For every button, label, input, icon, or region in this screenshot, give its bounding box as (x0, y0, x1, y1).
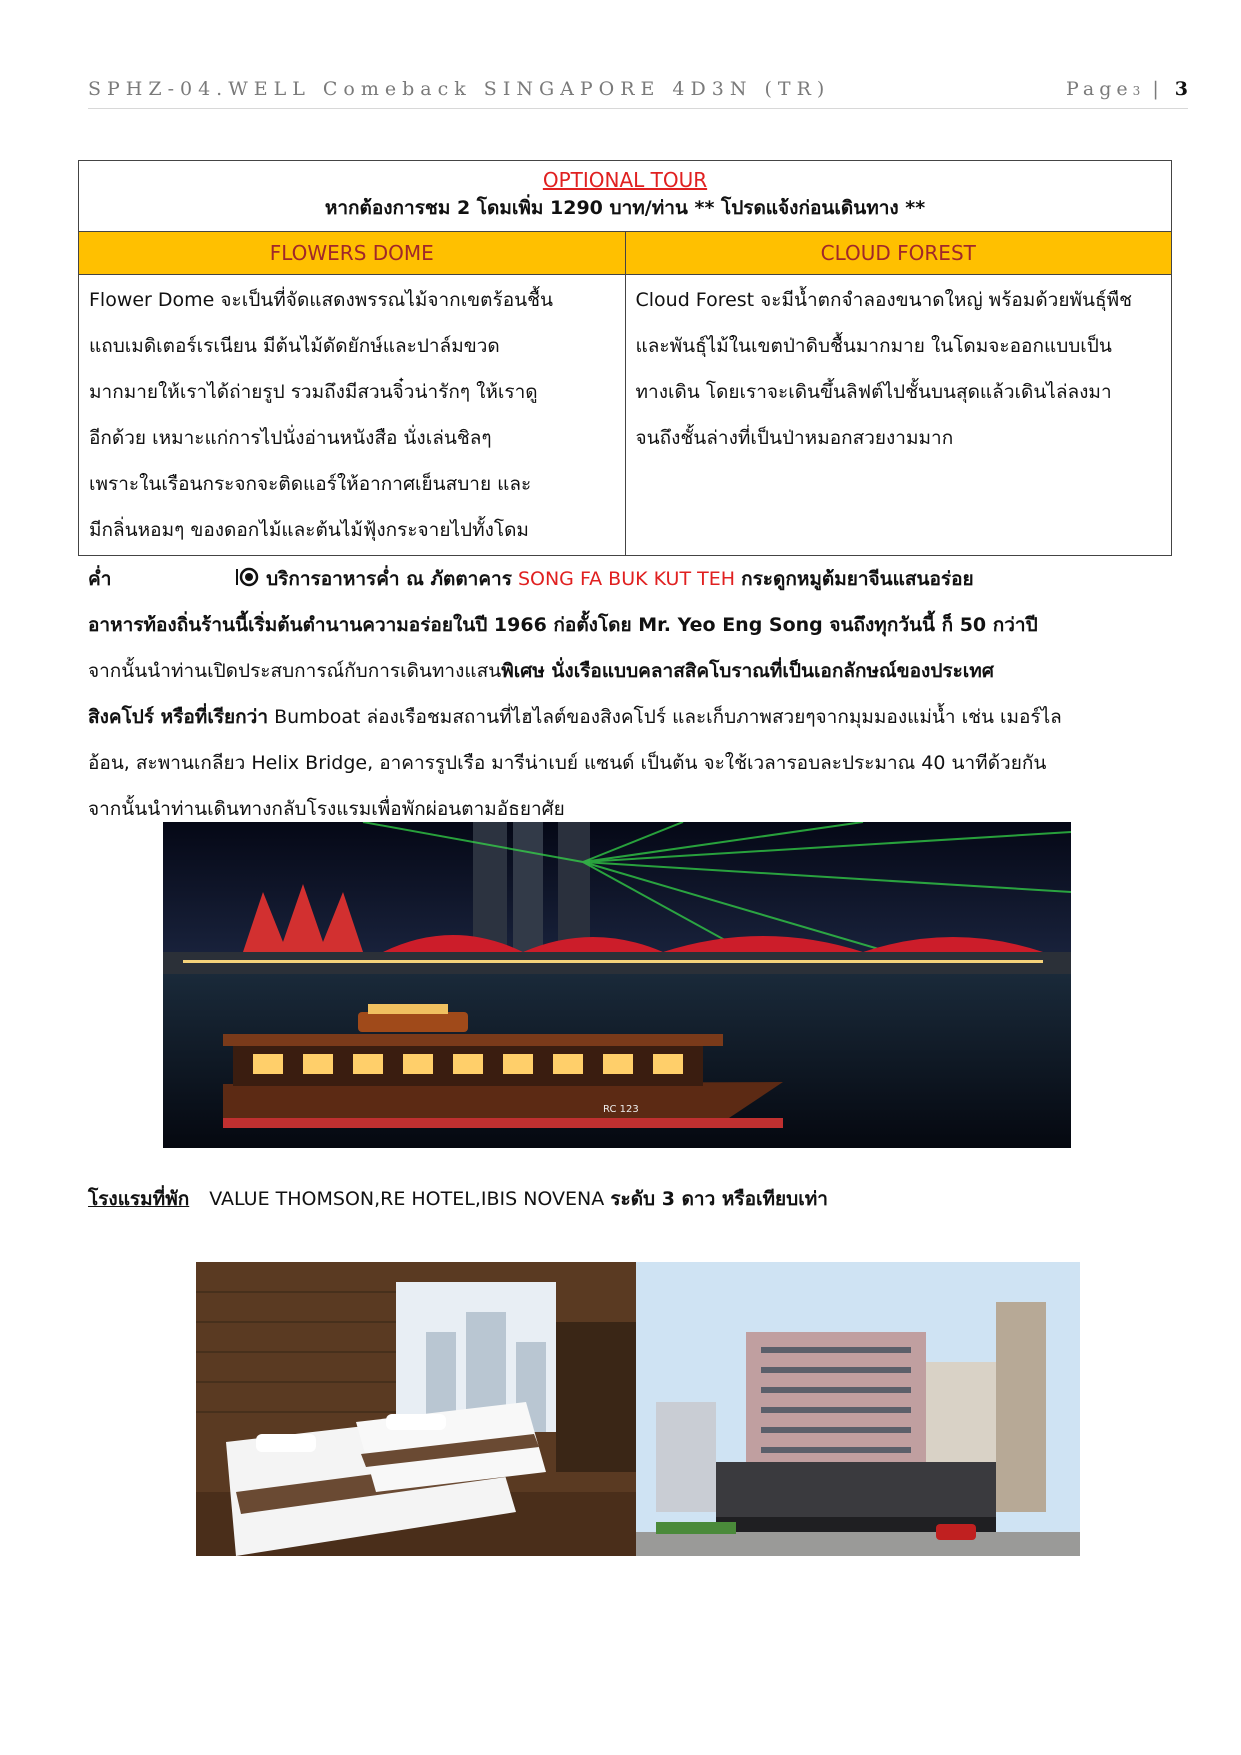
fork-plate-icon (234, 568, 266, 590)
page-indicator (1066, 78, 1188, 100)
boat-hull-mark: RC 123 (603, 1104, 639, 1115)
flowers-dome-description (79, 275, 626, 556)
hotel-section (88, 1184, 828, 1214)
description-line: จนถึงชั้นล่างที่เป็นป่าหมอกสวยงามมาก (635, 427, 954, 449)
dinner-line-6: จากนั้นนำท่านเดินทางกลับโรงแรมเพื่อพักผ่อนตามอัธยาศัย (88, 798, 565, 820)
restaurant-name: SONG FA BUK KUT TEH (517, 568, 736, 590)
description-line: ทางเดิน โดยเราจะเดินขึ้นลิฟต์ไปชั้นบนสุดแล้วเดินไล่ลงมา (635, 381, 1112, 403)
dinner-line-3 (88, 648, 1188, 694)
description-line: มากมายให้เราได้ถ่ายรูป รวมถึงมีสวนจิ๋วน่ารักๆ ให้เราดู (89, 381, 538, 403)
flowers-dome-heading: FLOWERS DOME (79, 232, 626, 275)
description-line: เพราะในเรือนกระจกจะติดแอร์ให้อากาศเย็นสบาย และ (89, 473, 532, 495)
page-number: 3 (1174, 78, 1188, 100)
cloud-forest-heading: CLOUD FOREST (625, 232, 1172, 275)
page-separator: | (1152, 78, 1164, 100)
page-small-number: 3 (1132, 84, 1142, 98)
dinner-section (88, 556, 1188, 832)
dinner-line-5: อ้อน, สะพานเกลียว Helix Bridge, อาคารรูปเรือ มารีน่าเบย์ แซนด์ เป็นต้น จะใช้เวลารอบละประมาณ 40 นาทีด้วยกัน (88, 752, 1047, 774)
hotel-names: VALUE THOMSON,RE HOTEL,IBIS NOVENA (209, 1188, 605, 1210)
dinner-line-4 (88, 694, 1188, 740)
hotel-label: โรงแรมที่พัก (88, 1188, 190, 1210)
dinner-description: กระดูกหมูต้มยาจีนแสนอร่อย (741, 568, 974, 590)
text-span: Bumboat ล่องเรือชมสถานที่ไฮไลต์ของสิงคโปร์ และเก็บภาพสวยๆจากมุมมองแม่น้ำ เช่น เมอร์ไล (274, 706, 1062, 728)
optional-tour-table (78, 160, 1172, 556)
text-span: จากนั้นนำท่านเปิดประสบการณ์กับการเดินทางแสน (88, 660, 502, 682)
dinner-line-1 (88, 556, 1188, 602)
optional-tour-subtitle: หากต้องการชม 2 โดมเพิ่ม 1290 บาท/ท่าน ** โปรดแจ้งก่อนเดินทาง ** (324, 197, 926, 219)
description-line: Flower Dome จะเป็นที่จัดแสดงพรรณไม้จากเขตร้อนชื้น (89, 289, 553, 311)
optional-tour-title: OPTIONAL TOUR (542, 168, 708, 192)
description-line: มีกลิ่นหอมๆ ของดอกไม้และต้นไม้ฟุ้งกระจายไปทั้งโดม (89, 519, 529, 541)
page-word: Page (1065, 78, 1133, 100)
dinner-intro: บริการอาหารค่ำ ณ ภัตตาคาร (266, 568, 512, 590)
page-header (88, 78, 1188, 109)
text-span-bold: พิเศษ นั่งเรือแบบคลาสสิคโบราณที่เป็นเอกลักษณ์ของประเทศ (501, 660, 994, 682)
bumboat-night-photo (163, 822, 1071, 1148)
document-title: SPHZ-04.WELL Comeback SINGAPORE 4D3N (TR) (88, 78, 831, 100)
hotel-rating: ระดับ 3 ดาว หรือเทียบเท่า (610, 1188, 828, 1210)
cloud-forest-description (625, 275, 1172, 556)
hotel-building-photo (636, 1262, 1080, 1556)
description-line: และพันธุ์ไม้ในเขตป่าดิบชื้นมากมาย ในโดมจะออกแบบเป็น (635, 335, 1112, 357)
description-line: แถบเมดิเตอร์เรเนียน มีต้นไม้ดัดยักษ์และปาล์มขวด (89, 335, 500, 357)
text-span-bold: สิงคโปร์ หรือที่เรียกว่า (88, 706, 269, 728)
optional-tour-header (79, 161, 1172, 232)
hotel-room-photo (196, 1262, 636, 1556)
meal-label: ค่ำ (88, 568, 112, 590)
description-line: อีกด้วย เหมาะแก่การไปนั่งอ่านหนังสือ นั่งเล่นชิลๆ (89, 427, 492, 449)
description-line: Cloud Forest จะมีน้ำตกจำลองขนาดใหญ่ พร้อมด้วยพันธุ์พืช (635, 289, 1133, 311)
dinner-line-2: อาหารท้องถิ่นร้านนี้เริ่มต้นตำนานความอร่อยในปี 1966 ก่อตั้งโดย Mr. Yeo Eng Song จนถึงทุกวันนี้ ก็ 50 กว่าปี (88, 614, 1038, 636)
